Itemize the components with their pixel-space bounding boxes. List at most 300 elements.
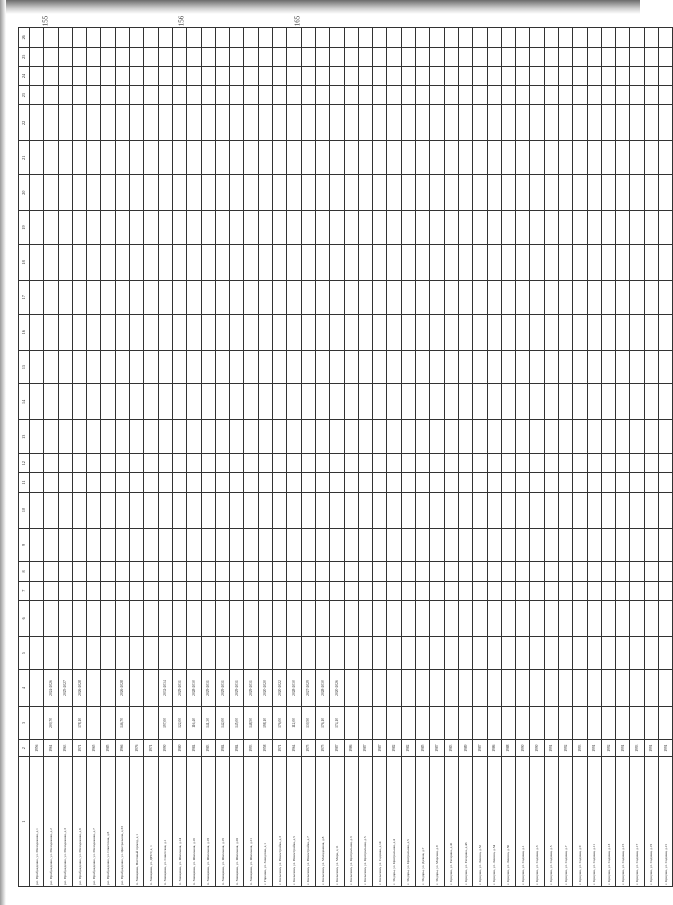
table-cell (301, 141, 315, 175)
table-cell (616, 670, 630, 706)
table-cell (230, 528, 244, 562)
table-cell (530, 244, 544, 280)
table-cell (601, 105, 615, 141)
table-cell (172, 47, 186, 66)
table-cell (587, 528, 601, 562)
table-cell (144, 105, 158, 141)
table-row (44, 28, 58, 887)
table-cell (30, 105, 44, 141)
column-number: 24 (19, 66, 30, 85)
table-cell (630, 600, 644, 636)
table-cell (258, 492, 272, 528)
table-cell: 141,30 (201, 706, 215, 740)
table-cell (401, 420, 415, 454)
table-cell (473, 420, 487, 454)
table-cell (315, 314, 329, 350)
table-cell (358, 141, 372, 175)
table-cell (630, 636, 644, 670)
address-cell: с. Криуши, ул. Ленина, д.56 (501, 757, 515, 887)
table-cell (315, 636, 329, 670)
address-cell: с. Криуши, ул. Садовая, д.7 (558, 757, 572, 887)
table-cell (201, 66, 215, 85)
table-cell (201, 175, 215, 211)
table-cell (644, 492, 658, 528)
table-cell (87, 141, 101, 175)
table-cell (630, 706, 644, 740)
address-cell: п. Хвощевка, ул. Школьная, д.14 (172, 757, 186, 887)
table-cell (430, 492, 444, 528)
column-number-row (19, 28, 30, 887)
table-cell (172, 350, 186, 384)
table-cell (315, 280, 329, 314)
address-cell: с. Криуши, ул. Садовая, д.15 (616, 757, 630, 887)
table-cell (558, 670, 572, 706)
table-cell (373, 528, 387, 562)
table-cell (644, 454, 658, 473)
table-cell (573, 350, 587, 384)
table-cell (130, 28, 144, 48)
table-cell: 142,00 (215, 706, 229, 740)
table-cell (358, 670, 372, 706)
table-cell (158, 454, 172, 473)
table-cell (44, 492, 58, 528)
table-cell: 2024-2026 (44, 670, 58, 706)
table-cell (473, 105, 487, 141)
table-cell (258, 350, 272, 384)
table-cell (544, 47, 558, 66)
table-cell (58, 636, 72, 670)
table-cell (172, 454, 186, 473)
table-cell (72, 28, 86, 48)
table-cell (287, 66, 301, 85)
table-cell (201, 350, 215, 384)
table-cell (101, 454, 115, 473)
table-cell (130, 670, 144, 706)
table-row (344, 28, 358, 887)
table-cell (587, 280, 601, 314)
table-cell (58, 420, 72, 454)
table-cell (644, 105, 658, 141)
table-cell (587, 244, 601, 280)
table-cell (30, 600, 44, 636)
table-cell (501, 280, 515, 314)
table-cell: 1985 (416, 740, 430, 757)
table-cell (458, 581, 472, 600)
table-cell (516, 66, 530, 85)
table-cell (530, 706, 544, 740)
table-row (215, 28, 229, 887)
table-cell (501, 211, 515, 245)
table-cell (115, 280, 129, 314)
table-cell: 1971 (273, 740, 287, 757)
table-cell (58, 28, 72, 48)
column-number: 7 (19, 581, 30, 600)
address-cell: р.п. Пробуждение, ул. Центральная, д.33 (115, 757, 129, 887)
table-cell (301, 244, 315, 280)
table-row (187, 28, 201, 887)
table-cell (558, 28, 572, 48)
table-cell (273, 473, 287, 492)
table-cell (430, 28, 444, 48)
table-cell (258, 28, 272, 48)
table-cell (115, 384, 129, 420)
table-cell (558, 528, 572, 562)
table-cell (72, 314, 86, 350)
table-cell: 1993 (244, 740, 258, 757)
table-cell (587, 636, 601, 670)
table-cell (573, 66, 587, 85)
table-cell (330, 314, 344, 350)
table-cell (215, 581, 229, 600)
table-cell (458, 492, 472, 528)
table-cell (458, 600, 472, 636)
table-cell (401, 244, 415, 280)
table-cell (616, 636, 630, 670)
table-cell (187, 600, 201, 636)
table-cell (616, 28, 630, 48)
table-cell (458, 66, 472, 85)
table-cell (187, 47, 201, 66)
table-cell (401, 175, 415, 211)
table-cell (644, 473, 658, 492)
table-cell (315, 211, 329, 245)
column-number: 2 (19, 740, 30, 757)
table-row (530, 28, 544, 887)
table-cell: 1991 (587, 740, 601, 757)
table-cell (501, 706, 515, 740)
table-cell (315, 562, 329, 581)
table-cell (44, 141, 58, 175)
table-cell (659, 636, 673, 670)
table-cell (201, 211, 215, 245)
table-cell (416, 105, 430, 141)
table-cell (87, 105, 101, 141)
table-cell (72, 384, 86, 420)
table-cell (230, 175, 244, 211)
table-cell (358, 420, 372, 454)
table-cell (344, 473, 358, 492)
table-cell (258, 66, 272, 85)
table-cell (58, 211, 72, 245)
table-cell (401, 314, 415, 350)
table-cell (144, 86, 158, 105)
table-cell (387, 636, 401, 670)
table-cell (230, 384, 244, 420)
table-cell (330, 473, 344, 492)
table-cell (230, 141, 244, 175)
table-cell (30, 28, 44, 48)
table-cell: 1963 (58, 740, 72, 757)
table-cell (44, 636, 58, 670)
table-cell: 1975 (315, 740, 329, 757)
table-cell (501, 384, 515, 420)
table-cell (458, 706, 472, 740)
table-cell (244, 28, 258, 48)
table-cell (187, 28, 201, 48)
table-cell (72, 420, 86, 454)
table-cell (144, 473, 158, 492)
table-cell (387, 350, 401, 384)
table-cell (87, 454, 101, 473)
table-cell (544, 244, 558, 280)
table-cell (530, 670, 544, 706)
table-cell (44, 86, 58, 105)
page-number: 156 (177, 15, 186, 27)
page-number: 165 (293, 15, 302, 27)
table-cell (44, 600, 58, 636)
table-cell (473, 670, 487, 706)
address-cell: с. Криуши, ул. Ленина, д.52 (473, 757, 487, 887)
table-cell (601, 562, 615, 581)
table-cell (44, 66, 58, 85)
table-cell (616, 66, 630, 85)
table-cell (416, 528, 430, 562)
table-cell (659, 706, 673, 740)
table-cell (516, 600, 530, 636)
table-cell (558, 211, 572, 245)
table-cell (87, 175, 101, 211)
table-cell (601, 528, 615, 562)
table-cell (473, 562, 487, 581)
table-cell (558, 562, 572, 581)
address-cell: с. Ундоры, ул. Морская, д.9 (430, 757, 444, 887)
table-cell (30, 706, 44, 740)
table-cell (144, 47, 158, 66)
table-cell (144, 141, 158, 175)
table-row (501, 28, 515, 887)
table-cell (444, 706, 458, 740)
table-cell (430, 175, 444, 211)
table-cell (501, 105, 515, 141)
table-cell (530, 175, 544, 211)
table-cell (544, 86, 558, 105)
table-cell (387, 211, 401, 245)
table-cell (501, 473, 515, 492)
table-cell (416, 28, 430, 48)
table-cell (487, 244, 501, 280)
table-cell (172, 86, 186, 105)
table-cell (244, 454, 258, 473)
table-cell (601, 211, 615, 245)
table-cell (587, 28, 601, 48)
table-cell (473, 492, 487, 528)
table-cell (516, 244, 530, 280)
table-cell (172, 105, 186, 141)
column-number: 22 (19, 105, 30, 141)
table-cell (130, 86, 144, 105)
table-cell (659, 47, 673, 66)
table-cell (473, 314, 487, 350)
table-cell (530, 384, 544, 420)
table-cell (87, 211, 101, 245)
table-row (601, 28, 615, 887)
table-cell (158, 562, 172, 581)
table-cell (273, 420, 287, 454)
table-cell (230, 244, 244, 280)
table-cell (58, 105, 72, 141)
table-cell (30, 670, 44, 706)
table-cell (101, 28, 115, 48)
table-cell: 130,50 (301, 706, 315, 740)
table-cell (644, 141, 658, 175)
table-cell: 146,70 (115, 706, 129, 740)
table-cell (358, 454, 372, 473)
scan-edge (0, 0, 6, 905)
table-cell (287, 314, 301, 350)
table-cell (115, 86, 129, 105)
table-cell (230, 66, 244, 85)
table-cell (30, 211, 44, 245)
table-cell (301, 314, 315, 350)
table-cell (344, 141, 358, 175)
table-cell (416, 66, 430, 85)
table-cell (373, 280, 387, 314)
table-cell: 1993 (630, 740, 644, 757)
table-cell (516, 28, 530, 48)
table-cell (616, 492, 630, 528)
table-cell (530, 105, 544, 141)
table-cell (30, 473, 44, 492)
table-cell (44, 211, 58, 245)
table-row (373, 28, 387, 887)
table-cell (544, 280, 558, 314)
table-cell (44, 175, 58, 211)
table-cell (44, 420, 58, 454)
table-cell (273, 86, 287, 105)
table-cell (573, 454, 587, 473)
table-cell (201, 454, 215, 473)
table-cell (315, 175, 329, 211)
table-row (115, 28, 129, 887)
table-cell (158, 244, 172, 280)
table-cell: 1990 (158, 740, 172, 757)
table-cell (416, 244, 430, 280)
table-cell (344, 350, 358, 384)
table-cell (659, 600, 673, 636)
table-cell (315, 600, 329, 636)
table-cell (115, 420, 129, 454)
table-cell (644, 28, 658, 48)
table-cell (44, 528, 58, 562)
table-cell (387, 28, 401, 48)
table-cell (630, 492, 644, 528)
table-cell (72, 600, 86, 636)
table-cell: 2029-2031 (230, 670, 244, 706)
table-cell (301, 492, 315, 528)
table-cell (487, 86, 501, 105)
table-cell (158, 47, 172, 66)
column-number: 17 (19, 280, 30, 314)
table-cell (58, 314, 72, 350)
table-cell (587, 314, 601, 350)
table-cell (344, 175, 358, 211)
column-number: 26 (19, 28, 30, 48)
table-row (387, 28, 401, 887)
table-cell (330, 47, 344, 66)
table-cell (544, 420, 558, 454)
table-cell (201, 473, 215, 492)
table-cell (101, 211, 115, 245)
table-cell (72, 244, 86, 280)
table-cell (516, 314, 530, 350)
table-cell (287, 636, 301, 670)
table-cell (187, 636, 201, 670)
table-cell (358, 244, 372, 280)
table-cell (487, 66, 501, 85)
table-row (30, 28, 44, 887)
table-cell (558, 86, 572, 105)
table-cell (144, 28, 158, 48)
table-cell: 1971 (72, 740, 86, 757)
address-cell: с. Криуши, ул. Ленина, д.54 (487, 757, 501, 887)
table-cell (287, 86, 301, 105)
table-cell (244, 280, 258, 314)
table-cell (187, 350, 201, 384)
table-cell (473, 384, 487, 420)
table-cell (659, 581, 673, 600)
table-cell (416, 581, 430, 600)
table-cell (144, 244, 158, 280)
table-cell (659, 175, 673, 211)
table-cell (373, 314, 387, 350)
table-cell (58, 175, 72, 211)
table-cell (87, 562, 101, 581)
table-cell (516, 384, 530, 420)
table-cell (630, 105, 644, 141)
table-cell: 2032-2034 (158, 670, 172, 706)
table-cell (287, 141, 301, 175)
table-cell (30, 175, 44, 211)
table-cell (287, 211, 301, 245)
table-cell (387, 384, 401, 420)
table-cell (387, 670, 401, 706)
table-cell: 1987 (430, 740, 444, 757)
table-cell: 198,10 (258, 706, 272, 740)
table-cell (230, 454, 244, 473)
table-cell (130, 420, 144, 454)
table-cell (601, 636, 615, 670)
table-cell (416, 670, 430, 706)
table-cell (230, 105, 244, 141)
table-cell (244, 420, 258, 454)
table-cell (344, 636, 358, 670)
table-row (101, 28, 115, 887)
table-cell (644, 562, 658, 581)
table-cell (659, 528, 673, 562)
table-cell (473, 66, 487, 85)
table-cell (87, 66, 101, 85)
table-cell (258, 280, 272, 314)
table-cell (201, 244, 215, 280)
table-cell (258, 175, 272, 211)
table-cell (601, 420, 615, 454)
table-row (172, 28, 186, 887)
table-cell (630, 454, 644, 473)
table-cell (373, 454, 387, 473)
table-cell (601, 600, 615, 636)
address-cell: р.п. Пробуждение, ул. Молодежная, д.2 (44, 757, 58, 887)
table-cell (616, 528, 630, 562)
table-cell (387, 244, 401, 280)
table-cell (416, 350, 430, 384)
table-cell (72, 454, 86, 473)
table-row (430, 28, 444, 887)
table-cell (573, 244, 587, 280)
table-cell (301, 473, 315, 492)
table-cell (358, 384, 372, 420)
table-cell (530, 473, 544, 492)
table-cell (630, 473, 644, 492)
